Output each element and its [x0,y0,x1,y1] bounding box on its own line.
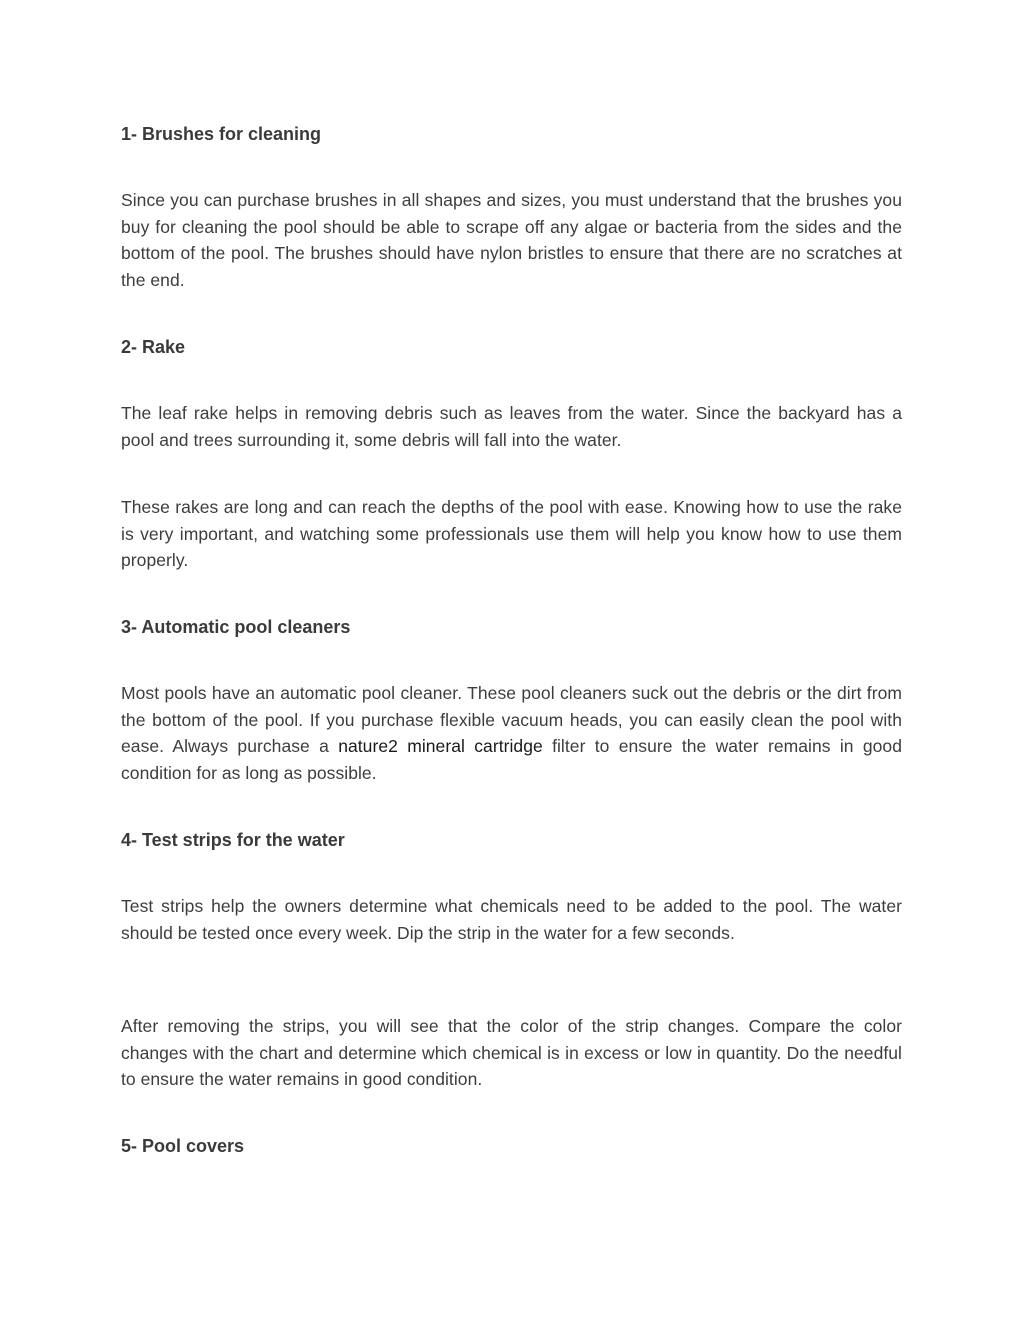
paragraph-text-before-link: Most pools have an automatic pool cleaner. These pool cleaners suck out the debris or the dirt from the bottom of the pool. If you purchase flexible vacuum heads, you can easily clean the pool with ease. Always purchase a [121,683,902,757]
document-page [121,0,902,1325]
paragraph-test-strips-1: Test strips help the owners determine what chemicals need to be added to the pool. The water should be tested once every week. Dip the strip in the water for a few seconds. [121,896,902,943]
paragraph-text-after-link: filter to ensure the water remains in good condition for as long as possible. [121,736,903,783]
section-heading-pool-covers: 5- Pool covers [121,1136,245,1156]
section-heading-brushes: 1- Brushes for cleaning [121,124,322,144]
nature2-cartridge-link[interactable]: nature2 mineral cartridge [338,736,543,757]
section-heading-test-strips: 4- Test strips for the water [121,830,345,850]
section-heading-rake: 2- Rake [121,337,186,357]
paragraph-rake-1: The leaf rake helps in removing debris such as leaves from the water. Since the backyard has a pool and trees surrounding it, some debris will fall into the water. [121,403,902,450]
paragraph-automatic-cleaners [121,680,902,786]
section-heading-automatic-cleaners: 3- Automatic pool cleaners [121,617,351,637]
paragraph-test-strips-2: After removing the strips, you will see that the color of the strip changes. Compare the color changes with the chart and determine which chemical is in excess or low in quantity. Do the needful to ensure the water remains in good condition. [121,1016,902,1090]
paragraph-rake-2: These rakes are long and can reach the depths of the pool with ease. Knowing how to use the rake is very important, and watching some professionals use them will help you know how to use them properly. [121,497,902,571]
paragraph-brushes: Since you can purchase brushes in all shapes and sizes, you must understand that the brushes you buy for cleaning the pool should be able to scrape off any algae or bacteria from the sides and the bottom of the pool. The brushes should have nylon bristles to ensure that there are no scratches at the end. [121,190,902,290]
